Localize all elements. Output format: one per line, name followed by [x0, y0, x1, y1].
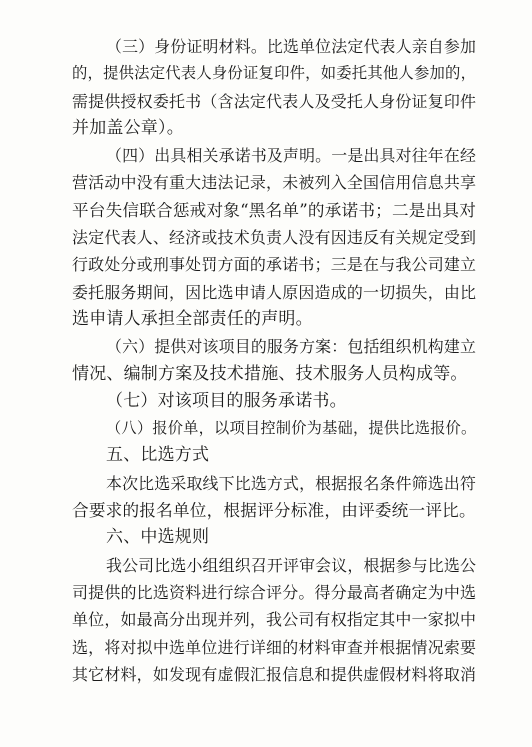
text-line: 五、比选方式: [106, 445, 210, 466]
text-line: 平台失信联合惩戒对象“黑名单”的承诺书；二是出具对: [72, 200, 476, 220]
paragraph-selection-rules: [72, 552, 478, 688]
text-line: （三）身份证明材料。比选单位法定代表人亲自参加: [106, 37, 477, 56]
text-line: 法定代表人、经济或技术负责人没有因违反有关规定受到: [72, 228, 477, 248]
text-line: 六、中选规则: [106, 527, 210, 548]
paragraph-identity-documents: [72, 33, 478, 142]
text-line: 我公司比选小组组织召开评审会议，根据参与比选公: [106, 555, 477, 575]
text-line: 选，将对拟中选单位进行详细的材料审查并根据情况索要: [72, 637, 477, 657]
text-line: 情况、编制方案及技术措施、技术服务人员构成等。: [72, 363, 468, 384]
text-line: 的，提供法定代表人身份证复印件，如委托其他人参加的，: [72, 64, 477, 83]
paragraph-service-plan: [72, 333, 478, 388]
text-line: （八）报价单，以项目控制价为基础，提供比选报价。: [106, 419, 477, 438]
section-heading-selection-rules: [72, 524, 478, 551]
text-line: 营活动中没有重大违法记录，未被列入全国信用信息共享: [72, 173, 477, 193]
text-line: 本次比选采取线下比选方式，根据报名条件筛选出符: [106, 473, 477, 493]
text-line: 并加盖公章）。: [72, 117, 184, 138]
text-line: 司提供的比选资料进行综合评分。得分最高者确定为中选: [72, 582, 477, 602]
paragraph-service-commitment: [72, 388, 478, 415]
text-line: （六）提供对该项目的服务方案：包括组织机构建立: [106, 337, 477, 357]
document-body: [72, 33, 478, 688]
text-line: 合要求的报名单位，根据评分标准，由评委统一评比。: [72, 501, 476, 521]
text-line: 其它材料，如发现有虚假汇报信息和提供虚假材料将取消: [72, 664, 477, 684]
text-line: （四）出具相关承诺书及声明。一是出具对往年在经: [106, 146, 477, 166]
paragraph-quotation: [72, 415, 478, 442]
paragraph-selection-method: [72, 470, 478, 525]
text-line: （七）对该项目的服务承诺书。: [106, 390, 347, 411]
text-line: 单位，如最高分出现并列，我公司有权指定其中一家拟中: [72, 610, 477, 630]
text-line: 行政处分或刑事处罚方面的承诺书；三是在与我公司建立: [72, 255, 477, 275]
text-line: 委托服务期间，因比选申请人原因造成的一切损失，由比: [72, 282, 477, 302]
paragraph-commitment-letters: [72, 142, 478, 333]
text-line: 需提供授权委托书（含法定代表人及受托人身份证复印件: [72, 91, 477, 111]
text-line: 选申请人承担全部责任的声明。: [72, 308, 313, 329]
section-heading-selection-method: [72, 442, 478, 469]
